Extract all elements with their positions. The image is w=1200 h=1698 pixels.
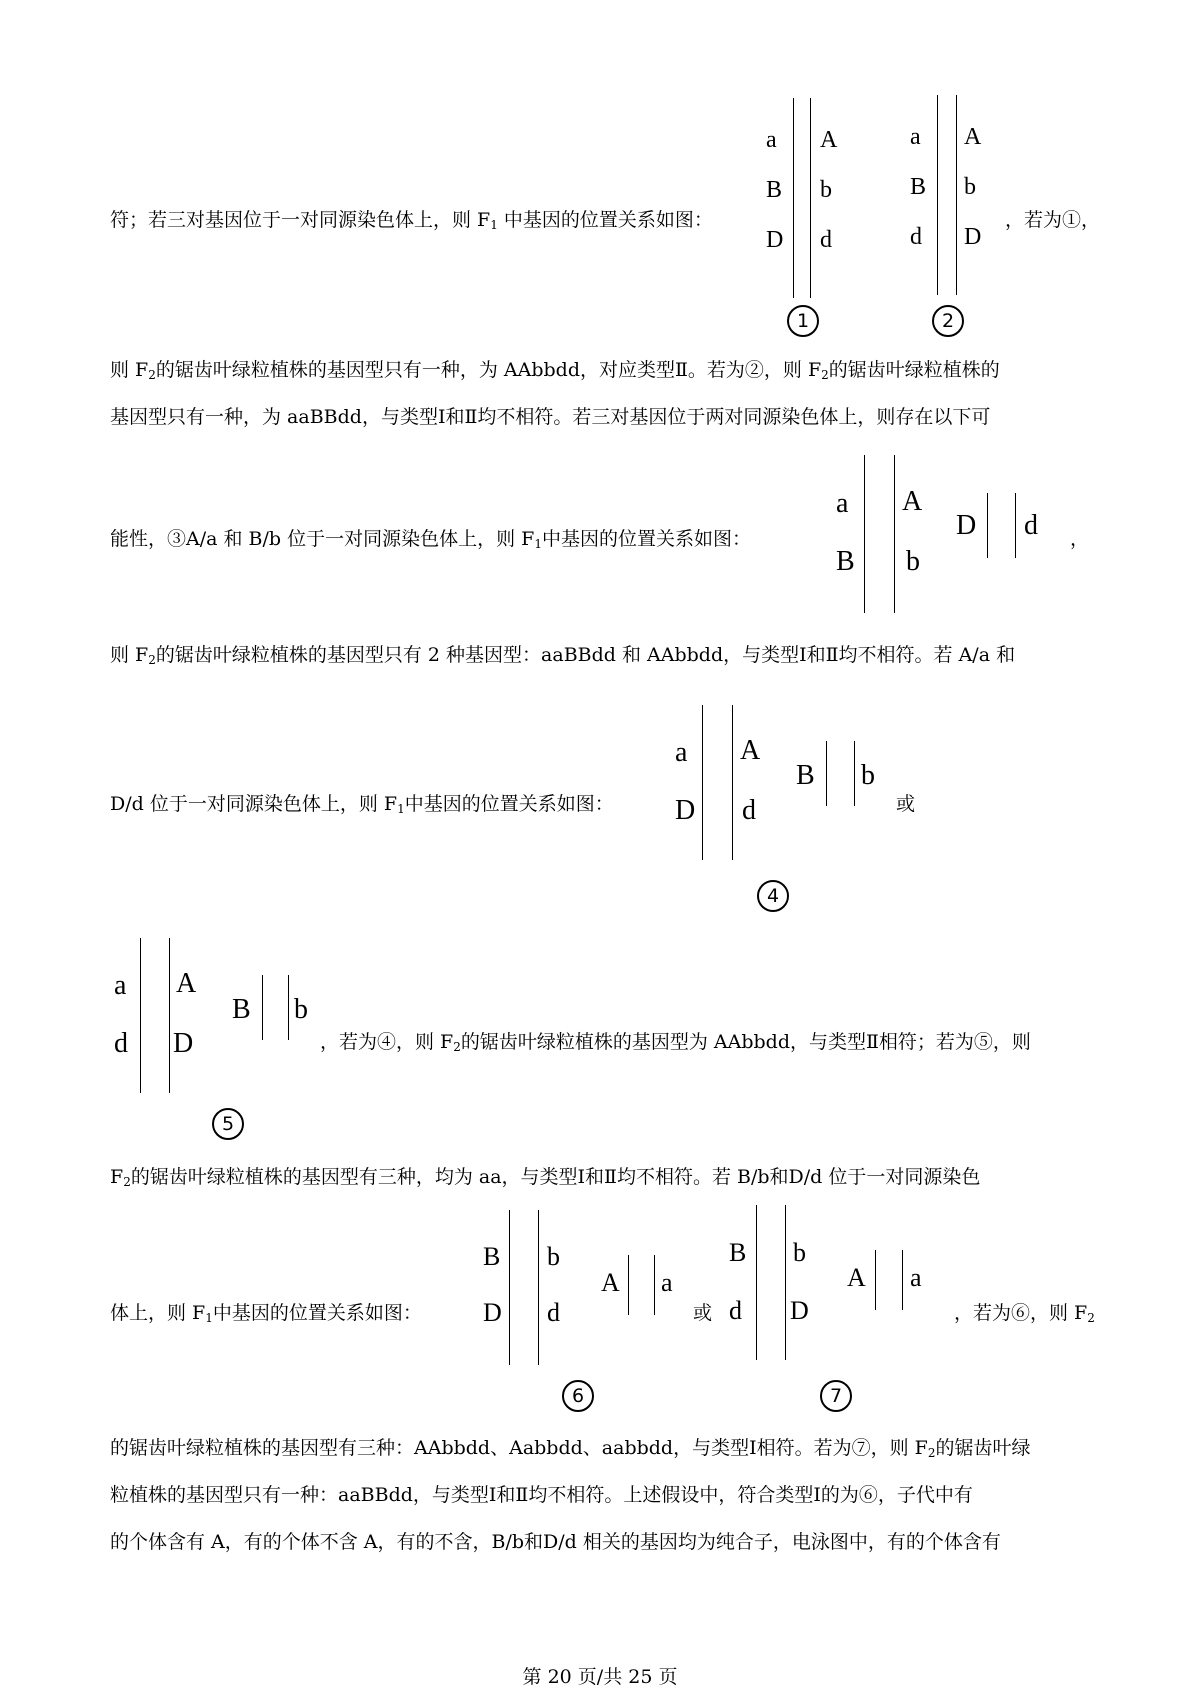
gene-label: a [661, 1268, 673, 1297]
chromosome-line [262, 975, 263, 1040]
chromosome-line [894, 455, 895, 613]
page-footer: 第 20 页/共 25 页 [522, 1666, 678, 1688]
text: 的锯齿叶绿粒植株的基因型为 AAbbdd，与类型Ⅱ相符；若为⑤，则 [460, 1031, 1031, 1053]
chromosome-line [169, 938, 170, 1093]
gene-label: D [766, 227, 784, 253]
gene-label: A [820, 127, 838, 153]
chromosome-line [785, 1205, 786, 1360]
subscript: 2 [148, 653, 156, 667]
gene-label: b [547, 1242, 560, 1271]
diagram-number-2: 2 [932, 305, 964, 337]
text-line-12 [110, 1530, 1095, 1554]
gene-label: A [601, 1268, 620, 1297]
text: 或 [693, 1302, 713, 1324]
chromosome-line [826, 741, 827, 806]
diagram-number-6: 6 [562, 1380, 594, 1412]
chromosome-line [956, 95, 957, 295]
chromosome-line [140, 938, 141, 1093]
text: 的个体含有 A，有的个体不含 A，有的不含，B/b和D/d 相关的基因均为纯合子，电泳图中，有的个体含有 [110, 1531, 1001, 1553]
gene-label: D [483, 1298, 502, 1327]
text-line-3 [110, 405, 1095, 429]
gene-label: B [232, 994, 251, 1025]
gene-label: D [173, 1028, 194, 1059]
gene-label: D [964, 224, 982, 250]
gene-label: a [766, 127, 777, 153]
subscript: 1 [490, 218, 498, 232]
subscript: 1 [397, 802, 405, 816]
chromosome-line [864, 455, 865, 613]
chromosome-line [756, 1205, 757, 1360]
chromosome-line [702, 705, 703, 860]
chromosome-line [538, 1210, 539, 1365]
subscript: 2 [453, 1040, 461, 1054]
gene-label: a [910, 1263, 922, 1292]
gene-label: b [906, 546, 920, 577]
gene-label: A [902, 486, 923, 517]
text-line-10 [110, 1436, 1095, 1460]
chromosome-line [854, 741, 855, 806]
subscript: 2 [927, 1446, 936, 1460]
text: F [110, 1166, 124, 1188]
subscript: 1 [205, 1311, 213, 1325]
text-line-6 [110, 792, 614, 816]
gene-label: d [910, 224, 922, 250]
gene-label: b [964, 174, 976, 200]
text: ，若为⑥，则 F [954, 1302, 1088, 1324]
gene-label: d [1024, 510, 1038, 541]
chromosome-line [732, 705, 733, 860]
text-line-9b [954, 1301, 1095, 1325]
text: 的锯齿叶绿粒植株的基因型有三种：AAbbdd、Aabbdd、aabbdd，与类型Ⅰ相符。若为⑦，则 F [110, 1437, 928, 1459]
diagram-number-5: 5 [212, 1108, 244, 1140]
chromosome-line [509, 1210, 510, 1365]
text: 或 [896, 793, 916, 815]
gene-label: B [910, 174, 927, 200]
gene-label: B [483, 1242, 501, 1271]
gene-label: b [294, 994, 308, 1025]
gene-label: a [836, 488, 849, 519]
text-line-9 [110, 1301, 422, 1325]
chromosome-line [288, 975, 289, 1040]
text: 的锯齿叶绿 [935, 1437, 1031, 1459]
text: 的锯齿叶绿粒植株的基因型只有 2 种基因型：aaBBdd 和 AAbbdd，与类型Ⅰ和Ⅱ均不相符。若 A/a 和 [155, 644, 1016, 666]
text: 的锯齿叶绿粒植株的基因型有三种，均为 aa，与类型Ⅰ和Ⅱ均不相符。若 B/b和D/d 位于一对同源染色 [130, 1166, 981, 1188]
text: ，若为④，则 F [320, 1031, 454, 1053]
text-line-4 [110, 527, 751, 551]
text-line-11 [110, 1483, 1095, 1507]
chromosome-line [875, 1250, 876, 1310]
text: 中基因的位置关系如图： [503, 209, 713, 231]
gene-label: d [729, 1296, 742, 1325]
subscript: 2 [148, 368, 156, 382]
gene-label: D [956, 510, 977, 541]
gene-label: B [729, 1238, 747, 1267]
gene-label: b [861, 760, 875, 791]
text: 粒植株的基因型只有一种：aaBBdd，与类型Ⅰ和Ⅱ均不相符。上述假设中，符合类型Ⅰ的为⑥，子代中有 [110, 1484, 973, 1506]
gene-label: A [176, 968, 197, 999]
text: 的锯齿叶绿粒植株的 [828, 359, 1000, 381]
chromosome-line [793, 98, 794, 298]
gene-label: D [790, 1296, 809, 1325]
gene-label: d [114, 1028, 128, 1059]
subscript: 1 [534, 537, 542, 551]
subscript: 2 [123, 1175, 131, 1189]
gene-label: A [847, 1263, 866, 1292]
gene-label: A [964, 124, 982, 150]
text: ， [1070, 528, 1090, 550]
text-line-5 [110, 643, 1095, 667]
text: 中基因的位置关系如图： [541, 528, 751, 550]
gene-label: d [742, 795, 756, 826]
text: ，若为①， [1005, 209, 1101, 231]
chromosome-line [902, 1250, 903, 1310]
diagram-number-7: 7 [820, 1380, 852, 1412]
gene-label: a [675, 737, 688, 768]
chromosome-line [1015, 493, 1016, 558]
gene-label: B [796, 760, 815, 791]
text: 的锯齿叶绿粒植株的基因型只有一种，为 AAbbdd，对应类型Ⅱ。若为②，则 F [155, 359, 822, 381]
chromosome-line [937, 95, 938, 295]
text: D/d 位于一对同源染色体上，则 F [110, 793, 398, 815]
text-line-1 [110, 208, 713, 232]
gene-label: A [740, 735, 761, 766]
subscript: 2 [1087, 1311, 1095, 1325]
diagram-number-4: 4 [757, 880, 789, 912]
text: 则 F [110, 359, 149, 381]
chromosome-line [810, 98, 811, 298]
chromosome-line [654, 1255, 655, 1315]
text: 则 F [110, 644, 149, 666]
text-line-7 [320, 1030, 1031, 1054]
gene-label: a [910, 124, 921, 150]
text: 能性，③A/a 和 B/b 位于一对同源染色体上，则 F [110, 528, 535, 550]
text-line-8 [110, 1165, 1095, 1189]
text: 符；若三对基因位于一对同源染色体上，则 F [110, 209, 491, 231]
gene-label: d [547, 1298, 560, 1327]
subscript: 2 [821, 368, 829, 382]
gene-label: d [820, 227, 832, 253]
text: 体上，则 F [110, 1302, 206, 1324]
gene-label: a [114, 970, 127, 1001]
text: 中基因的位置关系如图： [404, 793, 614, 815]
gene-label: B [766, 177, 783, 203]
gene-label: b [793, 1238, 806, 1267]
text: 基因型只有一种，为 aaBBdd，与类型Ⅰ和Ⅱ均不相符。若三对基因位于两对同源染色体上，则存在以下可 [110, 406, 991, 428]
text: 中基因的位置关系如图： [212, 1302, 422, 1324]
text-line-2 [110, 358, 1095, 382]
gene-label: B [836, 546, 855, 577]
chromosome-line [987, 493, 988, 558]
diagram-number-1: 1 [787, 305, 819, 337]
gene-label: D [675, 795, 696, 826]
chromosome-line [628, 1255, 629, 1315]
gene-label: b [820, 177, 832, 203]
